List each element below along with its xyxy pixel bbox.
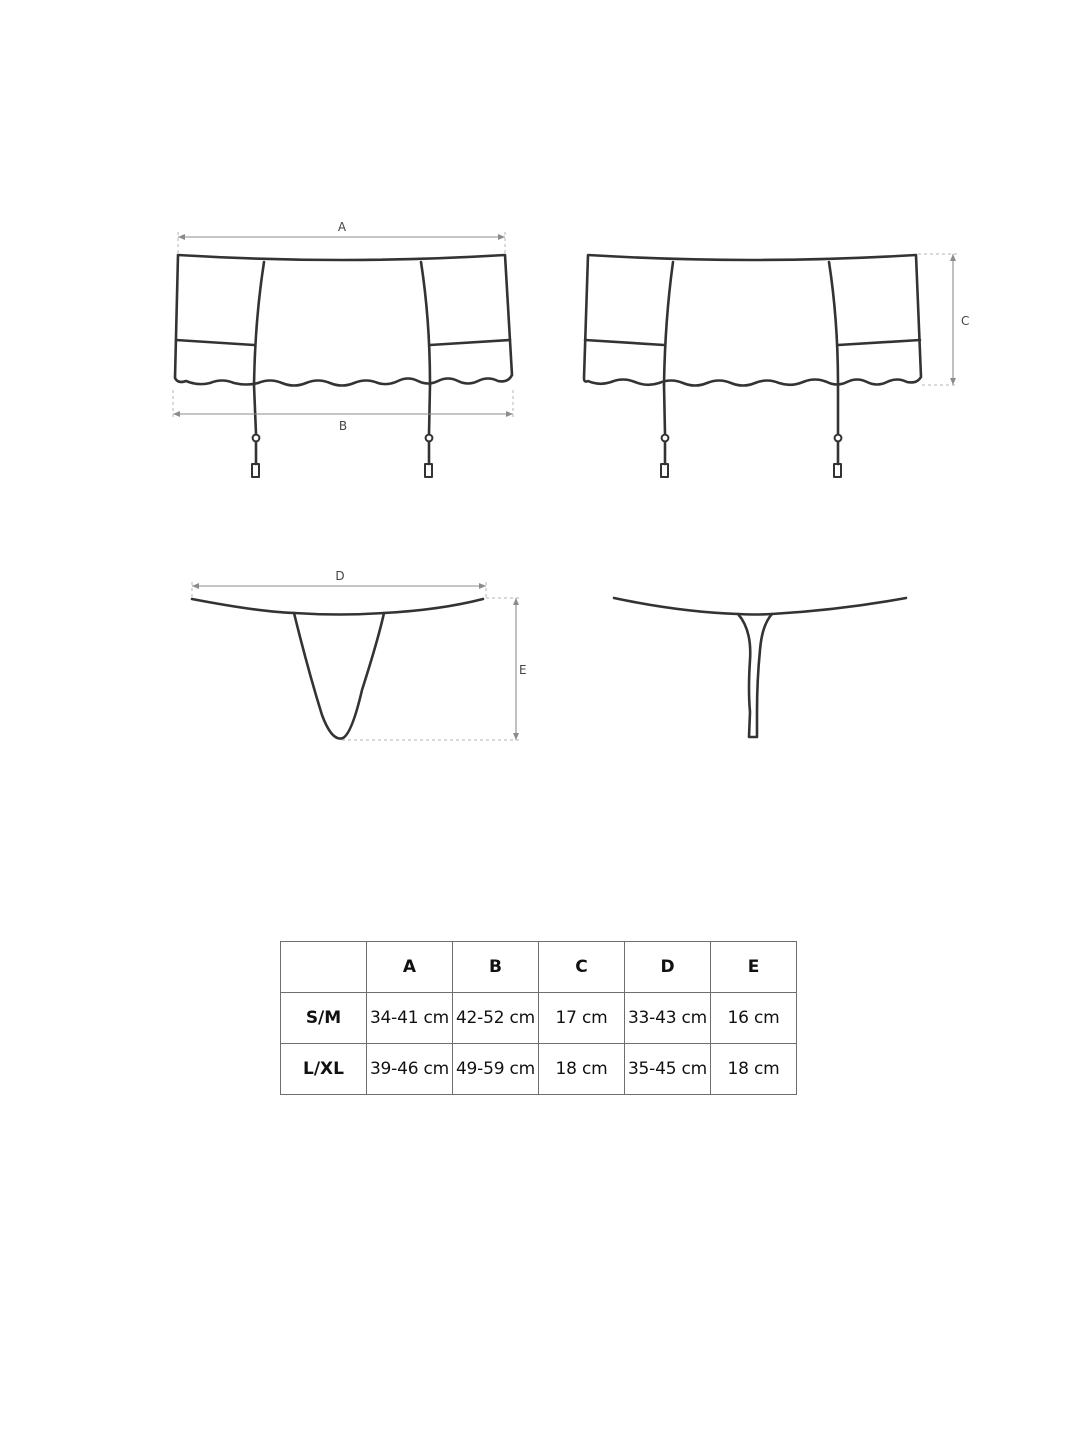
table-header-e: E — [711, 942, 797, 993]
table-header-d: D — [625, 942, 711, 993]
table-cell: 33-43 cm — [625, 993, 711, 1044]
table-cell: 18 cm — [539, 1044, 625, 1095]
dimension-c-indicator — [918, 254, 969, 385]
table-header-c: C — [539, 942, 625, 993]
table-header-b: B — [453, 942, 539, 993]
table-row-size-label: L/XL — [281, 1044, 367, 1095]
table-cell: 35-45 cm — [625, 1044, 711, 1095]
table-cell: 42-52 cm — [453, 993, 539, 1044]
table-cell: 18 cm — [711, 1044, 797, 1095]
table-cell: 49-59 cm — [453, 1044, 539, 1095]
dimension-a-label: A — [337, 220, 347, 234]
dimension-d-indicator — [192, 569, 486, 598]
dimension-a-indicator — [178, 220, 505, 254]
garter-belt-back-drawing — [584, 255, 921, 477]
table-row — [281, 993, 797, 1044]
table-header-corner — [281, 942, 367, 993]
thong-back-drawing — [614, 598, 906, 737]
table-row-size-label: S/M — [281, 993, 367, 1044]
table-cell: 17 cm — [539, 993, 625, 1044]
dimension-e-label: E — [519, 663, 527, 677]
garter-belt-front-drawing — [175, 255, 512, 477]
thong-front-drawing — [192, 599, 483, 739]
dimension-b-indicator — [173, 390, 513, 433]
dimension-d-label: D — [335, 569, 345, 583]
table-cell: 39-46 cm — [367, 1044, 453, 1095]
table-header-a: A — [367, 942, 453, 993]
table-cell: 34-41 cm — [367, 993, 453, 1044]
table-header-row — [281, 942, 797, 993]
dimension-b-label: B — [338, 419, 348, 433]
dimension-c-label: C — [961, 314, 970, 328]
table-row — [281, 1044, 797, 1095]
size-chart-table — [280, 941, 797, 1095]
table-cell: 16 cm — [711, 993, 797, 1044]
